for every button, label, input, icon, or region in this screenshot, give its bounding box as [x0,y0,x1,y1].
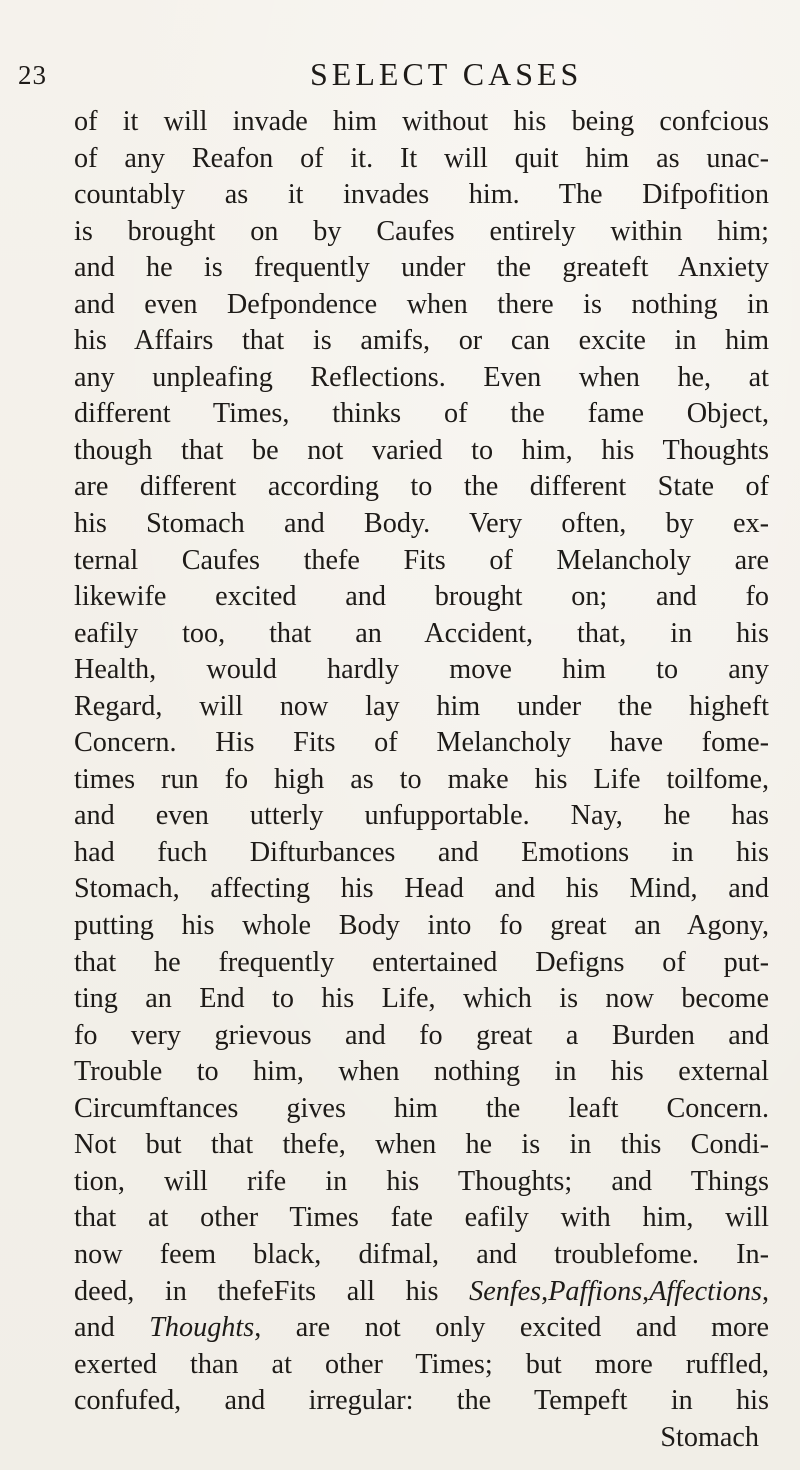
text-line: eafily too, that an Accident, that, in his [74,617,769,649]
text-line: is brought on by Caufes entirely within him; [74,215,769,247]
text-line: ting an End to his Life, which is now become [74,983,769,1015]
text-line: putting his whole Body into fo great an Agony, [74,910,769,942]
text-line: that at other Times fate eafily with him, will [74,1202,769,1234]
text-line: times run fo high as to make his Life toilfome, [74,763,769,795]
text-line: likewife excited and brought on; and fo [74,581,769,613]
text-line: countably as it invades him. The Difpofition [74,179,769,211]
text-line-with-italics [74,1310,769,1347]
text-line: Trouble to him, when nothing in his external [74,1056,769,1088]
italic-term: Senfes [469,1275,542,1307]
page-number: 23 [18,60,47,90]
text-segment: , are not only excited and more [254,1312,769,1344]
text-line: of any Reafon of it. It will quit him as unac- [74,142,769,174]
text-line: Concern. His Fits of Melancholy have fome- [74,727,769,759]
text-line: different Times, thinks of the fame Object, [74,398,769,430]
text-segment: deed, in thefeFits all his [74,1275,470,1307]
text-segment: , [541,1275,549,1307]
text-line: that he frequently entertained Defigns of put- [74,946,769,978]
text-line: had fuch Difturbances and Emotions in his [74,836,769,868]
text-line: Stomach, affecting his Head and his Mind, and [74,873,769,905]
text-segment: , [642,1275,650,1307]
text-segment: , [761,1275,769,1307]
text-line: ternal Caufes thefe Fits of Melancholy are [74,544,769,576]
text-line: Regard, will now lay him under the higheft [74,690,769,722]
italic-term: Affections [649,1275,762,1307]
italic-term: Paffions [548,1275,643,1307]
text-line: Health, would hardly move him to any [74,654,769,686]
running-head: SELECT CASES [310,56,583,92]
text-line: any unpleafing Reflections. Even when he, at [74,361,769,393]
text-line: fo very grievous and fo great a Burden and [74,1019,769,1051]
text-line: exerted than at other Times; but more ruffled, [74,1348,769,1380]
text-line-with-italics [74,1274,769,1311]
text-line: Circumftances gives him the leaft Concern. [74,1092,769,1124]
text-line: of it will invade him without his being confcious [74,106,769,137]
text-line: his Affairs that is amifs, or can excite in him [74,325,769,357]
body-paragraph [74,104,769,1456]
text-line: tion, will rife in his Thoughts; and Things [74,1165,769,1197]
italic-term: Thoughts [149,1312,255,1344]
text-line: and even utterly unfupportable. Nay, he has [74,800,769,832]
text-line: his Stomach and Body. Very often, by ex- [74,508,769,540]
text-line: and he is frequently under the greateft Anxiety [74,252,769,284]
catchword: Stomach [660,1421,759,1453]
text-line: though that be not varied to him, his Thoughts [74,434,769,466]
text-line: confufed, and irregular: the Tempeft in his [74,1385,769,1417]
text-segment: and [74,1312,150,1344]
text-line: and even Defpondence when there is nothing in [74,288,769,320]
text-line: now feem black, difmal, and troublefome. In- [74,1238,769,1270]
text-line: are different according to the different State of [74,471,769,503]
text-line: Not but that thefe, when he is in this Condi- [74,1129,769,1161]
